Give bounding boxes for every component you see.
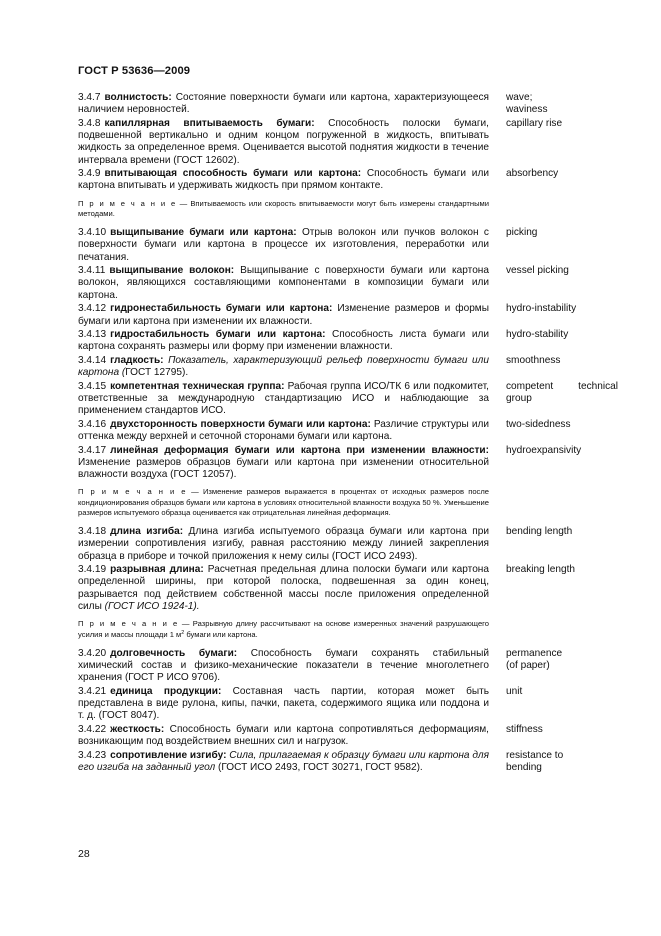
term-name: длина изгиба: bbox=[110, 526, 184, 538]
term-entry bbox=[78, 648, 618, 685]
term-definition: 3.4.8 капиллярная впитываемость бумаги: Способность полоски бумаги, подвешенной вертикально и одним концом погруженной в жидкость, впитывать жидкость за определенное время. Оценивается высотой поднятия жидкости в течение интервала времени (ГОСТ 12602). bbox=[78, 117, 489, 166]
term-entry bbox=[78, 168, 618, 193]
term-definition: 3.4.21 единица продукции: Составная часть партии, которая может быть представлена в виде рулона, кипы, пачки, пакета, содержимого ящика или поддона и т. д. (ГОСТ 8047). bbox=[78, 685, 489, 722]
english-equivalent: two-sidedness bbox=[506, 418, 571, 430]
english-equivalent: breaking length bbox=[506, 564, 576, 576]
term-entry bbox=[78, 526, 618, 563]
english-equivalent: smoothness bbox=[506, 354, 561, 366]
note: П р и м е ч а н и е — Изменение размеров выражается в процентах от исходных размеров после кондиционирования образцов бумаги или картона в условиях относительной влажности воздуха 50 %. Уменьшение размеров испытуемого образца оценивается как отрицательная линейная деформация. bbox=[78, 487, 489, 517]
term-definition: 3.4.13 гидростабильность бумаги или картона: Способность листа бумаги или картона сохранять размеры или форму при изменении влажности. bbox=[78, 329, 489, 353]
document-header: ГОСТ Р 53636—2009 bbox=[78, 65, 191, 77]
term-entry bbox=[78, 265, 618, 302]
term-name: капиллярная впитываемость бумаги: bbox=[104, 117, 315, 129]
term-name: гладкость: bbox=[110, 354, 164, 366]
note: П р и м е ч а н и е — Разрывную длину рассчитывают на основе измеренных значений разрушающего усилия и массы площади 1 $м^2$ бумаги или картона. bbox=[78, 619, 489, 639]
term-entry bbox=[78, 381, 618, 418]
term-name: жесткость: bbox=[110, 723, 165, 735]
term-name: компетентная техническая группа: bbox=[110, 380, 285, 392]
term-name: впитывающая способность бумаги или картона: bbox=[104, 168, 362, 180]
note: П р и м е ч а н и е — Впитываемость или скорость впитываемости могут быть измерены стандартными методами. bbox=[78, 198, 489, 218]
term-entry bbox=[78, 750, 618, 775]
term-entry bbox=[78, 445, 618, 482]
english-equivalent: hydroexpansivity bbox=[506, 444, 582, 456]
english-equivalent: bending length bbox=[506, 526, 573, 538]
page-number: 28 bbox=[78, 848, 90, 860]
term-definition: 3.4.10 выщипывание бумаги или картона: Отрыв волокон или пучков волокон с поверхности бумаги или картона в процессе их изготовления, переработки или печатания. bbox=[78, 227, 489, 263]
term-definition: 3.4.20 долговечность бумаги: Способность бумаги сохранять стабильный химический состав и физико-механические показатели в течение многолетнего хранения (ГОСТ Р ИСО 9706). bbox=[78, 647, 490, 684]
term-name: единица продукции: bbox=[110, 685, 222, 697]
term-entry bbox=[78, 564, 618, 613]
english-equivalent: vessel picking bbox=[506, 265, 569, 277]
english-equivalent: competent technical group bbox=[506, 380, 618, 404]
english-equivalent: picking bbox=[506, 227, 538, 239]
term-definition: 3.4.19 разрывная длина: Расчетная предельная длина полоски бумаги или картона определенной ширины, при которой полоска, подвешенная за один конец, разрывается под действием собственной массы после приложения определенной силы (ГОСТ ИСО 1924-1). bbox=[78, 564, 489, 612]
term-definition: 3.4.16 двухсторонность поверхности бумаги или картона: Различие структуры или оттенка между верхней и сеточной сторонами бумаги или картона. bbox=[78, 418, 489, 442]
term-entry bbox=[78, 419, 618, 444]
term-definition: 3.4.11 выщипывание волокон: Выщипывание с поверхности бумаги или картона волокон, являющихся составляющими компонентами в композиции бумаги или картона. bbox=[78, 265, 489, 301]
term-definition: 3.4.12 гидронестабильность бумаги или картона: Изменение размеров и формы бумаги или картона при изменении их влажности. bbox=[78, 303, 489, 327]
english-equivalent: hydro-instability bbox=[506, 303, 577, 315]
term-entry bbox=[78, 686, 618, 723]
english-equivalent: resistance to bending bbox=[506, 749, 564, 773]
term-name: выщипывание бумаги или картона: bbox=[110, 227, 297, 239]
term-name: гидростабильность бумаги или картона: bbox=[110, 329, 326, 341]
term-definition: 3.4.22 жесткость: Способность бумаги или картона сопротивляться деформациям, возникающим под воздействием внешних сил и нагрузок. bbox=[78, 723, 489, 748]
term-definition: 3.4.9 впитывающая способность бумаги или картона: Способность бумаги или картона впитывать и удерживать жидкость при прямом контакте. bbox=[78, 168, 489, 192]
note-label: П р и м е ч а н и е bbox=[78, 198, 177, 208]
term-name: разрывная длина: bbox=[110, 564, 204, 576]
term-entry bbox=[78, 355, 618, 380]
term-definition: 3.4.23 сопротивление изгибу: Сила, прилагаемая к образцу бумаги или картона для его изгиба на заданный угол (ГОСТ ИСО 2493, ГОСТ 30271, ГОСТ 9582). bbox=[78, 749, 489, 773]
term-name: гидронестабильность бумаги или картона: bbox=[110, 303, 333, 315]
english-equivalent: absorbency bbox=[506, 168, 559, 180]
note-label: П р и м е ч а н и е bbox=[78, 487, 187, 497]
term-name: выщипывание волокон: bbox=[109, 265, 235, 277]
term-entry bbox=[78, 329, 618, 354]
english-equivalent: capillary rise bbox=[506, 117, 563, 129]
english-equivalent: permanence (of paper) bbox=[506, 647, 563, 672]
english-equivalent: unit bbox=[506, 685, 523, 697]
term-name: сопротивление изгибу: bbox=[110, 749, 227, 761]
term-name: двухсторонность поверхности бумаги или картона: bbox=[110, 418, 371, 430]
term-entry bbox=[78, 227, 618, 264]
term-entry bbox=[78, 303, 618, 328]
term-definition: 3.4.15 компетентная техническая группа: Рабочая группа ИСО/ТК 6 или подкомитет, ответственные за международную стандартизацию ИСО и наблюдающие за применением стандартов ИСО. bbox=[78, 380, 489, 417]
english-equivalent: stiffness bbox=[506, 723, 543, 735]
term-entry bbox=[78, 92, 618, 117]
term-name: волнистость: bbox=[104, 92, 172, 103]
english-equivalent: wave; waviness bbox=[506, 92, 548, 116]
term-definition: 3.4.18 длина изгиба: Длина изгиба испытуемого образца бумаги или картона при измерении сопротивления изгибу, равная расстоянию между линией закрепления образца в приборе и точкой приложения к нему силы (ГОСТ ИСО 2493). bbox=[78, 526, 489, 562]
term-entry bbox=[78, 118, 618, 167]
term-definition: 3.4.14 гладкость: Показатель, характеризующий рельеф поверхности бумаги или картона (ГОСТ 12795). bbox=[78, 354, 489, 379]
term-entry bbox=[78, 724, 618, 749]
term-definition: 3.4.17 линейная деформация бумаги или картона при изменении влажности: Изменение размеров образцов бумаги или картона при изменении относительной влажности воздуха (ГОСТ 12057). bbox=[78, 444, 489, 481]
english-equivalent: hydro-stability bbox=[506, 329, 569, 341]
terms-list bbox=[78, 92, 618, 775]
term-name: долговечность бумаги: bbox=[110, 647, 238, 659]
term-name: линейная деформация бумаги или картона при изменении влажности: bbox=[110, 444, 489, 456]
term-definition: 3.4.7 волнистость: Состояние поверхности бумаги или картона, характеризующееся наличием неровностей. bbox=[78, 92, 489, 116]
note-label: П р и м е ч а н и е bbox=[78, 619, 179, 629]
